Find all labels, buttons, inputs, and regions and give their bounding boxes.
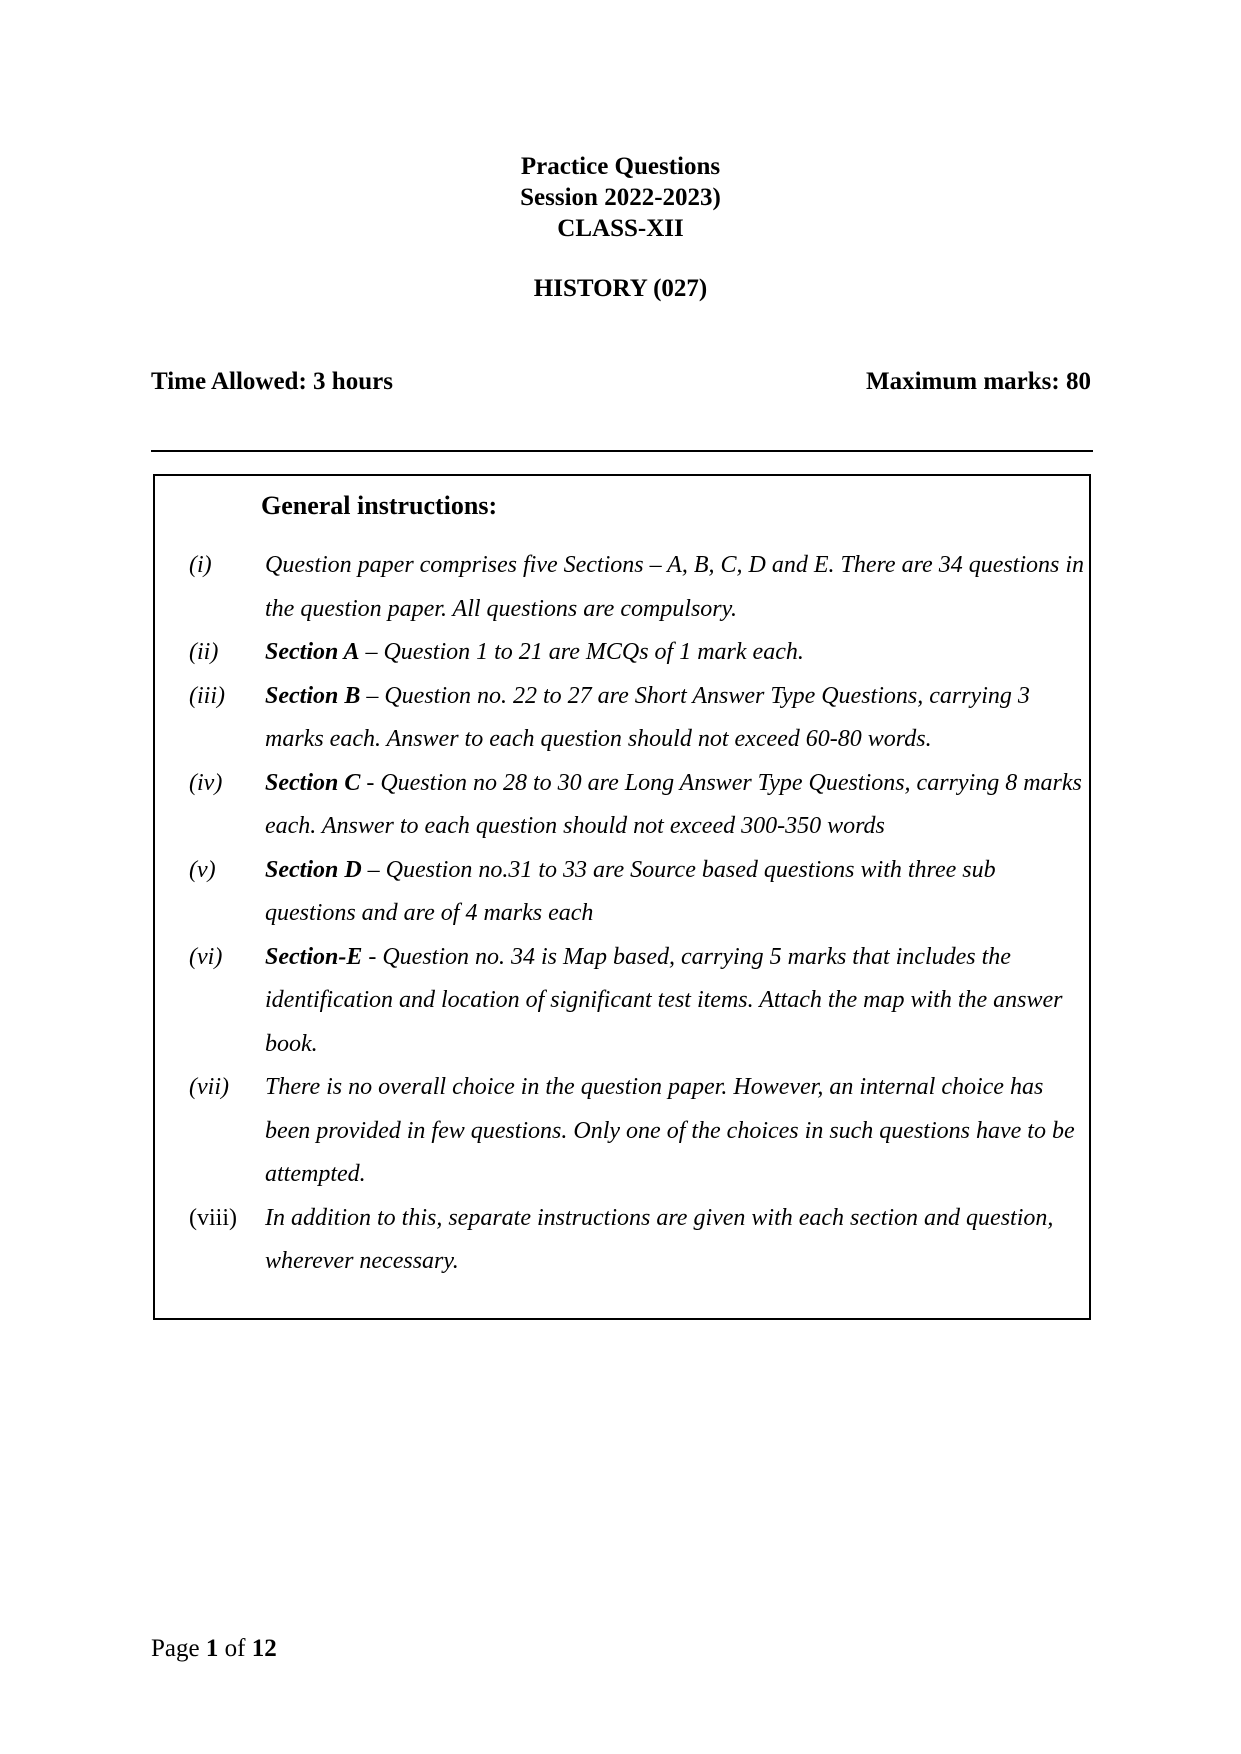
document-title: Practice Questions <box>520 153 721 180</box>
instruction-number: (iv) <box>189 769 223 796</box>
time-allowed: Time Allowed: 3 hours <box>151 368 393 395</box>
instructions-heading: General instructions: <box>261 491 498 520</box>
instruction-number: (vi) <box>189 943 223 970</box>
class-label: CLASS-XII <box>557 215 684 242</box>
instruction-text: In addition to this, separate instructions are given with each section and question, wherever necessary. <box>265 1204 1054 1274</box>
instruction-text: Section A – Question 1 to 21 are MCQs of 1 mark each. <box>265 639 804 665</box>
instruction-section-label: Section A <box>265 639 360 665</box>
instruction-number: (v) <box>189 856 216 883</box>
page-label: Page <box>151 1635 200 1662</box>
page-current: 1 <box>205 1635 219 1662</box>
instruction-number: (i) <box>189 552 212 578</box>
instruction-item <box>155 849 1091 936</box>
instruction-section-label: Section D <box>265 856 362 883</box>
subject-title: HISTORY (027) <box>533 275 708 302</box>
instruction-section-label: Section B <box>265 682 361 709</box>
separator-line <box>151 450 1093 452</box>
instruction-number: (vii) <box>189 1074 229 1100</box>
instruction-text: Section-E - Question no. 34 is Map based, carrying 5 marks that includes the identification and location of significant test items. Attach the map with the answer book. <box>265 943 1063 1057</box>
instruction-text: Question paper comprises five Sections – A, B, C, D and E. There are 34 questions in the question paper. All questions are compulsory. <box>265 552 1085 622</box>
instruction-item <box>155 675 1091 762</box>
instruction-item <box>155 631 1091 675</box>
session-label: Session 2022-2023) <box>520 184 721 211</box>
instruction-text: Section C - Question no 28 to 30 are Long Answer Type Questions, carrying 8 marks each. Answer to each question should not exceed 300-350 words <box>265 769 1082 839</box>
page-footer <box>151 1633 277 1665</box>
instruction-section-label: Section-E <box>265 943 363 970</box>
instruction-item <box>155 1066 1091 1197</box>
instruction-item <box>155 544 1091 631</box>
instruction-item <box>155 936 1091 1067</box>
instruction-number: (iii) <box>189 682 225 709</box>
instruction-text: Section B – Question no. 22 to 27 are Short Answer Type Questions, carrying 3 marks each. Answer to each question should not exceed 60-80 words. <box>265 682 1030 752</box>
instructions-list <box>155 544 1091 1284</box>
instruction-number: (ii) <box>189 639 219 665</box>
general-instructions-box <box>153 474 1091 1320</box>
instruction-item <box>155 762 1091 849</box>
instruction-text: Section D – Question no.31 to 33 are Source based questions with three sub questions and are of 4 marks each <box>265 856 996 926</box>
document-header <box>0 151 1241 244</box>
instruction-item <box>155 1197 1091 1284</box>
instruction-text: There is no overall choice in the question paper. However, an internal choice has been provided in few questions. Only one of the choices in such questions have to be attempted. <box>265 1074 1075 1187</box>
of-label: of <box>224 1635 246 1662</box>
page-total: 12 <box>251 1635 277 1662</box>
instruction-number: (viii) <box>189 1204 237 1231</box>
maximum-marks: Maximum marks: 80 <box>866 368 1091 395</box>
instruction-section-label: Section C <box>265 769 361 796</box>
